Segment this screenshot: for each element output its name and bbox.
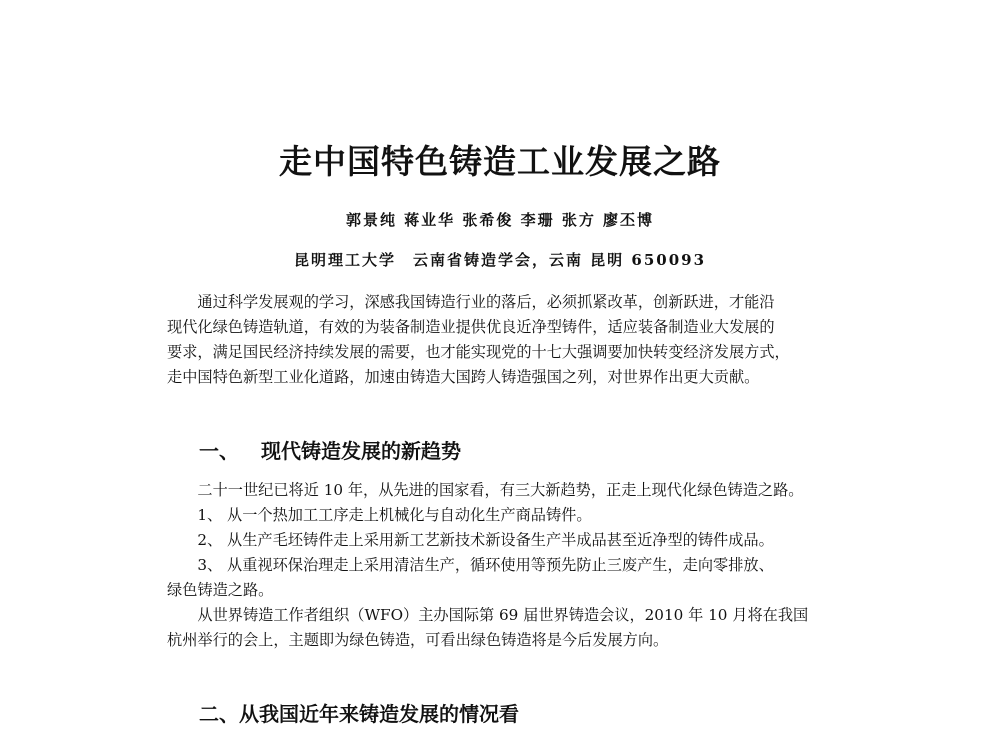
author-list: 郭景纯 蒋业华 张希俊 李珊 张方 廖丕博 — [345, 211, 655, 229]
abstract-line: 通过科学发展观的学习，深感我国铸造行业的落后，必须抓紧改革，创新跃进，才能沿 — [167, 293, 775, 311]
abstract-paragraph — [167, 290, 867, 390]
body-line: 2、 从生产毛坯铸件走上采用新工艺新技术新设备生产半成品甚至近净型的铸件成品。 — [167, 531, 774, 549]
section-1-number: 一、 — [199, 439, 239, 463]
body-line: 杭州举行的会上，主题即为绿色铸造，可看出绿色铸造将是今后发展方向。 — [167, 631, 669, 649]
body-line: 1、 从一个热加工工序走上机械化与自动化生产商品铸件。 — [167, 506, 592, 524]
affiliation: 昆明理工大学 云南省铸造学会，云南 昆明 650093 — [293, 251, 707, 269]
abstract-line: 要求，满足国民经济持续发展的需要，也才能实现党的十七大强调要加快转变经济发展方式， — [167, 343, 790, 361]
body-line: 从世界铸造工作者组织（WFO）主办国际第 69 届世界铸造会议，2010 年 10 月将在我国 — [167, 606, 809, 624]
section-1-body — [167, 478, 867, 653]
section-1-title: 现代铸造发展的新趋势 — [261, 439, 461, 463]
body-line: 3、 从重视环保治理走上采用清洁生产，循环使用等预先防止三废产生，走向零排放、 — [167, 556, 774, 574]
abstract-line: 现代化绿色铸造轨道，有效的为装备制造业提供优良近净型铸件，适应装备制造业大发展的 — [167, 318, 775, 336]
section-1-heading — [199, 438, 461, 464]
body-line: 二十一世纪已将近 10 年，从先进的国家看，有三大新趋势，正走上现代化绿色铸造之路。 — [167, 481, 804, 499]
paper-title: 走中国特色铸造工业发展之路 — [279, 142, 721, 181]
body-line: 绿色铸造之路。 — [167, 581, 274, 599]
abstract-line: 走中国特色新型工业化道路，加速由铸造大国跨人铸造强国之列，对世界作出更大贡献。 — [167, 368, 760, 386]
section-2-heading: 二、从我国近年来铸造发展的情况看 — [199, 702, 519, 726]
